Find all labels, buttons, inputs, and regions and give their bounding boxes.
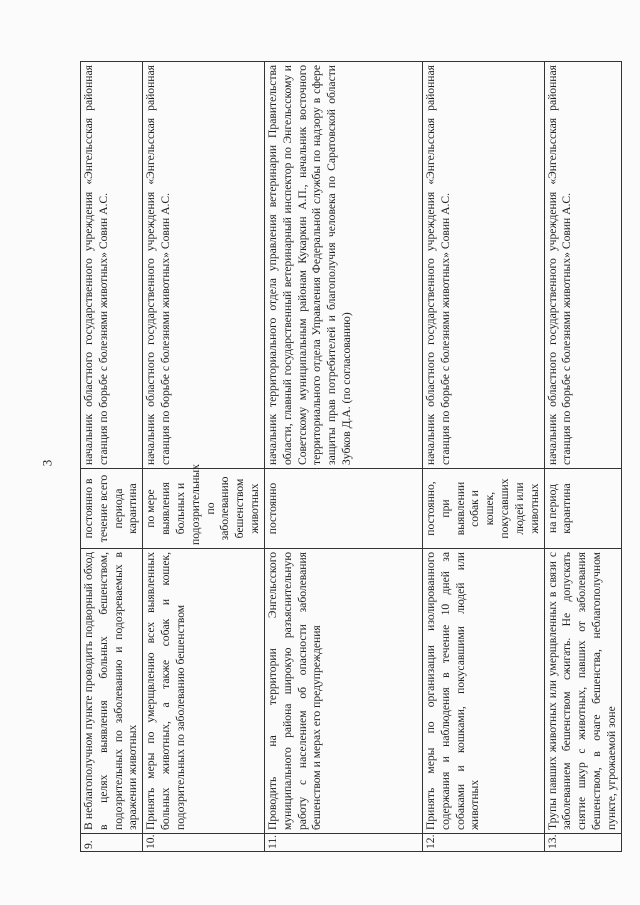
row-action: Проводить на территории Энгельсского муниципального района широкую разъяснительную работу с населением об опасности заболевания бешенством и мерах его предупреждения [264, 549, 422, 834]
row-action: В неблагополучном пункте проводить подворный обход в целях выявления больных бешенством, подозрительных по заболеванию и подозреваемых в заражении животных [81, 549, 143, 834]
row-action: Принять меры по умерщвлению всех выявленных больных животных, а также собак и кошек, подозрительных по заболеванию бешенством [143, 549, 265, 834]
row-number: 13. [544, 834, 621, 852]
row-period: постоянно, при выявлении собак и кошек, покусавших людей или животных [422, 469, 544, 549]
row-responsible: начальник областного государственного учреждения «Энгельсская районная станция по борьбе с болезнями животных» Совин А.С. [81, 62, 143, 469]
row-number: 10. [143, 834, 265, 852]
row-period: на период карантина [544, 469, 621, 549]
row-responsible: начальник областного государственного учреждения «Энгельсская районная станция по борьбе с болезнями животных» Совин А.С. [143, 62, 265, 469]
row-number: 9. [81, 834, 143, 852]
row-number: 12. [422, 834, 544, 852]
table-row [544, 62, 621, 852]
table-area [80, 62, 618, 852]
table-row [422, 62, 544, 852]
table-row [264, 62, 422, 852]
row-responsible: начальник территориального отдела управления ветеринарии Правительства области, главный государственный ветеринарный инспектор по Энгельсскому и Советскому муниципальным районам Кукаркин А.П., начальник восточного территориального отдела Управления Федеральной службы по надзору в сфере защиты прав потребителей и благополучия человека по Саратовской области Зубков Д.А. (по согласованию) [264, 62, 422, 469]
row-action: Принять меры по организации изолированного содержания и наблюдения в течение 10 дней за собаками и кошками, покусавшими людей или животных [422, 549, 544, 834]
row-responsible: начальник областного государственного учреждения «Энгельсская районная станция по борьбе с болезнями животных» Совин А.С. [544, 62, 621, 469]
page-number: 3 [39, 459, 55, 467]
row-responsible: начальник областного государственного учреждения «Энгельсская районная станция по борьбе с болезнями животных» Совин А.С. [422, 62, 544, 469]
measures-table [80, 61, 622, 852]
table-row [143, 62, 265, 852]
row-period: постоянно в течение всего периода карантина [81, 469, 143, 549]
table-row [81, 62, 143, 852]
row-action: Трупы павших животных или умерщвленных в связи с заболеванием бешенством сжигать. Не допускать снятие шкур с животных, павших от заболевания бешенством, в очаге бешенства, неблагополучном пункте, угрожаемой зоне [544, 549, 621, 834]
row-period: постоянно [264, 469, 422, 549]
row-number: 11. [264, 834, 422, 852]
row-period: по мере выявления больных и подозрительных по заболеванию бешенством животных [143, 469, 265, 549]
